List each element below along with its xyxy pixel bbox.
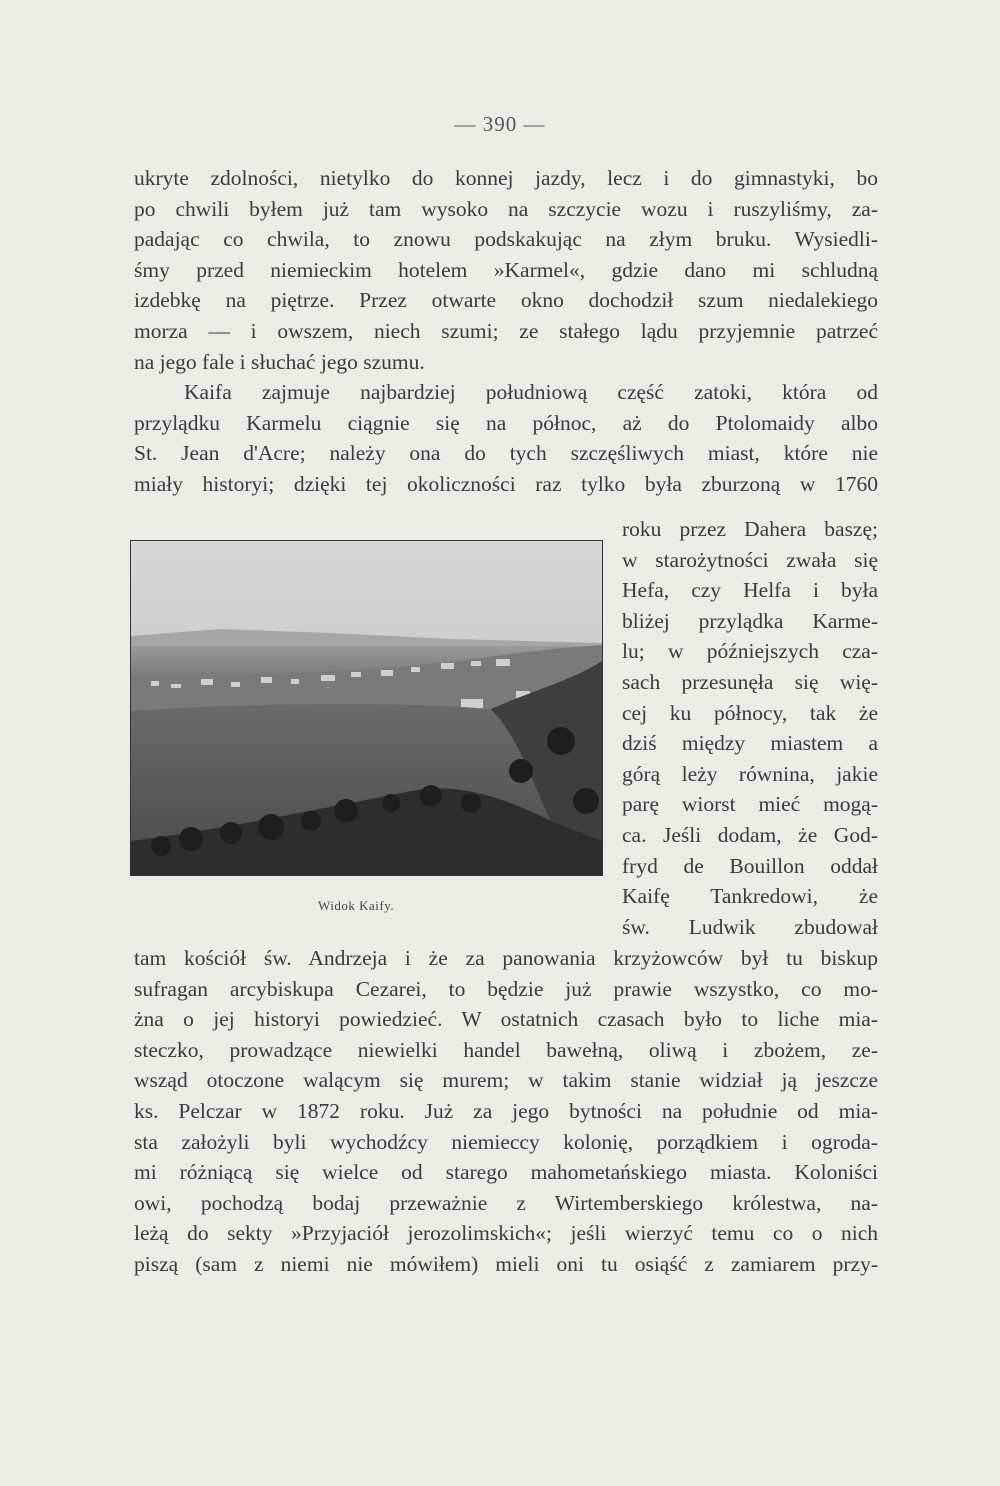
text-line: mi różniącą się wielce od starego mahometańskiego miasta. Koloniści — [134, 1160, 878, 1185]
text-line: na jego fale i słuchać jego szumu. — [134, 349, 425, 374]
text-line: miały historyi; dzięki tej okoliczności raz tylko była zburzoną w 1760 — [134, 471, 878, 496]
text-line: parę wiorst mieć mogą- — [622, 792, 878, 817]
paragraph-side — [622, 514, 878, 942]
text-line: roku przez Dahera baszę; — [622, 517, 878, 541]
text-line: śmy przed niemieckim hotelem »Karmel«, gdzie dano mi schludną — [134, 257, 878, 282]
text-line: Kaifa zajmuje najbardziej południową część zatoki, która od — [184, 380, 878, 405]
text-line: ca. Jeśli dodam, że God- — [622, 822, 878, 847]
paragraph-top — [134, 163, 878, 500]
text-line: bliżej przylądka Karme- — [622, 608, 878, 633]
text-line: owi, pochodzą bodaj przeważnie z Wirtemberskiego królestwa, na- — [134, 1190, 878, 1215]
text-line: steczko, prowadzące niewielki handel bawełną, oliwą i zbożem, ze- — [134, 1037, 878, 1062]
text-line: Hefa, czy Helfa i była — [622, 578, 878, 603]
text-line: św. Ludwik zbudował — [622, 914, 878, 939]
text-line: St. Jean d'Acre; należy ona do tych szczęśliwych miast, które nie — [134, 441, 878, 466]
text-line: ks. Pelczar w 1872 roku. Już za jego bytności na południe od mia- — [134, 1098, 878, 1123]
text-line: dziś między miastem a — [622, 731, 878, 756]
figure-caption: Widok Kaify. — [318, 898, 395, 913]
paragraph-bottom — [134, 943, 878, 1280]
landscape-engraving — [131, 541, 602, 875]
illustration-haifa-view — [130, 540, 603, 876]
text-line: leżą do sekty »Przyjaciół jerozolimskich«; jeśli wierzyć temu co o nich — [134, 1221, 878, 1246]
text-line: Kaifę Tankredowi, że — [622, 884, 878, 909]
text-line: sufragan arcybiskupa Cezarei, to będzie już prawie wszystko, co mo- — [134, 976, 878, 1001]
text-line: tam kościół św. Andrzeja i że za panowania krzyżowców był tu biskup — [134, 946, 878, 970]
text-line: lu; w późniejszych cza- — [622, 639, 878, 664]
text-line: piszą (sam z niemi nie mówiłem) mieli oni tu osiąść z zamiarem przy- — [134, 1251, 878, 1276]
text-line: górą leży równina, jakie — [622, 761, 878, 786]
text-line: w starożytności zwała się — [622, 547, 878, 572]
text-line: cej ku północy, tak że — [622, 700, 878, 725]
text-line: wsząd otoczone walącym się murem; w takim stanie widział ją jeszcze — [134, 1068, 878, 1093]
text-line: padając co chwila, to znowu podskakując na złym bruku. Wysiedli- — [134, 227, 878, 252]
text-line: sta założyli byli wychodźcy niemieccy kolonię, porządkiem i ogroda- — [134, 1129, 878, 1154]
text-line: izdebkę na piętrze. Przez otwarte okno dochodził szum niedalekiego — [134, 288, 878, 313]
text-line: ukryte zdolności, nietylko do konnej jazdy, lecz i do gimnastyki, bo — [134, 166, 878, 190]
text-line: sach przesunęła się wię- — [622, 669, 878, 694]
page-number: — 390 — — [454, 112, 546, 136]
text-line: po chwili byłem już tam wysoko na szczycie wozu i ruszyliśmy, za- — [134, 196, 878, 221]
text-line: morza — i owszem, niech szumi; ze stałego lądu przyjemnie patrzeć — [134, 318, 878, 343]
text-line: żna o jej historyi powiedzieć. W ostatnich czasach było to liche mia- — [134, 1007, 878, 1032]
text-line: przylądku Karmelu ciągnie się na północ, aż do Ptolomaidy albo — [134, 410, 878, 435]
text-line: fryd de Bouillon oddał — [622, 853, 878, 878]
